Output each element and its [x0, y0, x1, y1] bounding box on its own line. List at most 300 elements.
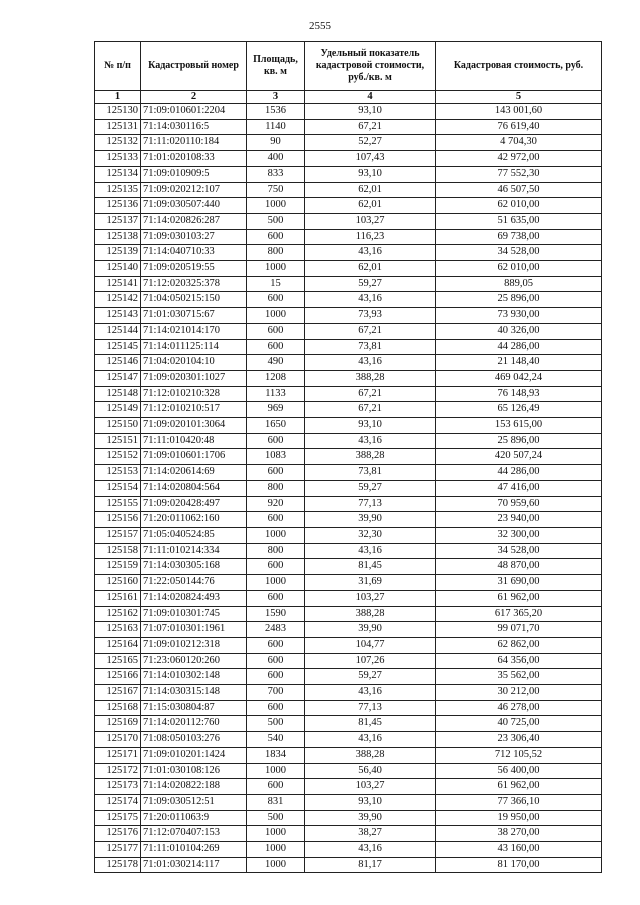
cadastral-value-cell: 46 507,50: [436, 182, 602, 198]
cadastral-number-cell: 71:20:011063:9: [141, 810, 247, 826]
row-number-cell: 125159: [95, 559, 141, 575]
cadastral-number-cell: 71:12:010210:517: [141, 402, 247, 418]
area-cell: 1000: [247, 857, 305, 873]
row-number-cell: 125165: [95, 653, 141, 669]
row-number-cell: 125131: [95, 119, 141, 135]
unit-rate-cell: 388,28: [305, 370, 436, 386]
row-number-cell: 125144: [95, 323, 141, 339]
cadastral-value-cell: 469 042,24: [436, 370, 602, 386]
cadastral-number-cell: 71:09:010201:1424: [141, 747, 247, 763]
area-cell: 600: [247, 323, 305, 339]
table-row: [95, 166, 602, 182]
table-row: [95, 622, 602, 638]
table-row: [95, 339, 602, 355]
table-row: [95, 700, 602, 716]
area-cell: 600: [247, 779, 305, 795]
unit-rate-cell: 43,16: [305, 685, 436, 701]
cadastral-value-cell: 44 286,00: [436, 465, 602, 481]
row-number-cell: 125153: [95, 465, 141, 481]
table-row: [95, 104, 602, 120]
row-number-cell: 125141: [95, 276, 141, 292]
unit-rate-cell: 31,69: [305, 575, 436, 591]
unit-rate-cell: 56,40: [305, 763, 436, 779]
area-cell: 500: [247, 716, 305, 732]
row-number-cell: 125171: [95, 747, 141, 763]
area-cell: 800: [247, 480, 305, 496]
table-row: [95, 449, 602, 465]
column-number: 1: [95, 91, 141, 104]
table-row: [95, 261, 602, 277]
row-number-cell: 125156: [95, 512, 141, 528]
cadastral-number-cell: 71:12:010210:328: [141, 386, 247, 402]
cadastral-value-cell: 38 270,00: [436, 826, 602, 842]
cadastral-number-cell: 71:09:010301:745: [141, 606, 247, 622]
table-row: [95, 543, 602, 559]
unit-rate-cell: 43,16: [305, 543, 436, 559]
row-number-cell: 125134: [95, 166, 141, 182]
row-number-cell: 125142: [95, 292, 141, 308]
unit-rate-cell: 32,30: [305, 527, 436, 543]
cadastral-number-cell: 71:23:060120:260: [141, 653, 247, 669]
unit-rate-cell: 62,01: [305, 182, 436, 198]
table-row: [95, 135, 602, 151]
unit-rate-cell: 67,21: [305, 402, 436, 418]
area-cell: 600: [247, 292, 305, 308]
unit-rate-cell: 67,21: [305, 323, 436, 339]
cadastral-number-cell: 71:05:040524:85: [141, 527, 247, 543]
area-cell: 600: [247, 229, 305, 245]
row-number-cell: 125149: [95, 402, 141, 418]
cadastral-value-cell: 617 365,20: [436, 606, 602, 622]
header-unit-rate: Удельный показатель кадастровой стоимости, руб./кв. м: [305, 42, 436, 91]
cadastral-number-cell: 71:09:030103:27: [141, 229, 247, 245]
table-row: [95, 276, 602, 292]
cadastral-value-cell: 62 862,00: [436, 637, 602, 653]
area-cell: 1000: [247, 763, 305, 779]
unit-rate-cell: 103,27: [305, 779, 436, 795]
area-cell: 90: [247, 135, 305, 151]
cadastral-value-cell: 61 962,00: [436, 779, 602, 795]
cadastral-value-cell: 21 148,40: [436, 355, 602, 371]
unit-rate-cell: 107,26: [305, 653, 436, 669]
cadastral-number-cell: 71:09:010212:318: [141, 637, 247, 653]
area-cell: 1000: [247, 575, 305, 591]
area-cell: 969: [247, 402, 305, 418]
table-row: [95, 559, 602, 575]
cadastral-number-cell: 71:09:010601:1706: [141, 449, 247, 465]
unit-rate-cell: 62,01: [305, 198, 436, 214]
table-row: [95, 213, 602, 229]
row-number-cell: 125150: [95, 418, 141, 434]
table-row: [95, 857, 602, 873]
table-row: [95, 747, 602, 763]
unit-rate-cell: 103,27: [305, 213, 436, 229]
table-row: [95, 151, 602, 167]
unit-rate-cell: 43,16: [305, 292, 436, 308]
area-cell: 1133: [247, 386, 305, 402]
cadastral-value-cell: 19 950,00: [436, 810, 602, 826]
cadastral-number-cell: 71:09:020212:107: [141, 182, 247, 198]
area-cell: 1536: [247, 104, 305, 120]
row-number-cell: 125160: [95, 575, 141, 591]
table-body: [95, 104, 602, 873]
cadastral-number-cell: 71:14:030116:5: [141, 119, 247, 135]
unit-rate-cell: 39,90: [305, 810, 436, 826]
unit-rate-cell: 59,27: [305, 276, 436, 292]
unit-rate-cell: 38,27: [305, 826, 436, 842]
unit-rate-cell: 43,16: [305, 732, 436, 748]
cadastral-number-cell: 71:14:021014:170: [141, 323, 247, 339]
cadastral-value-cell: 81 170,00: [436, 857, 602, 873]
cadastral-value-cell: 62 010,00: [436, 261, 602, 277]
area-cell: 2483: [247, 622, 305, 638]
table-row: [95, 119, 602, 135]
table-row: [95, 732, 602, 748]
area-cell: 1000: [247, 261, 305, 277]
cadastral-number-cell: 71:08:050103:276: [141, 732, 247, 748]
column-number: 2: [141, 91, 247, 104]
cadastral-value-cell: 44 286,00: [436, 339, 602, 355]
area-cell: 750: [247, 182, 305, 198]
unit-rate-cell: 62,01: [305, 261, 436, 277]
table-row: [95, 653, 602, 669]
cadastral-value-cell: 48 870,00: [436, 559, 602, 575]
cadastral-value-cell: 70 959,60: [436, 496, 602, 512]
cadastral-number-cell: 71:11:010214:334: [141, 543, 247, 559]
table-row: [95, 779, 602, 795]
table-row: [95, 763, 602, 779]
cadastral-number-cell: 71:07:010301:1961: [141, 622, 247, 638]
cadastral-number-cell: 71:20:011062:160: [141, 512, 247, 528]
unit-rate-cell: 67,21: [305, 386, 436, 402]
row-number-cell: 125177: [95, 842, 141, 858]
header-cadastral-value: Кадастровая стоимость, руб.: [436, 42, 602, 91]
table-row: [95, 606, 602, 622]
column-number: 4: [305, 91, 436, 104]
row-number-cell: 125136: [95, 198, 141, 214]
unit-rate-cell: 107,43: [305, 151, 436, 167]
unit-rate-cell: 388,28: [305, 449, 436, 465]
cadastral-number-cell: 71:14:030305:168: [141, 559, 247, 575]
cadastral-value-cell: 30 212,00: [436, 685, 602, 701]
unit-rate-cell: 39,90: [305, 512, 436, 528]
cadastral-number-cell: 71:11:010104:269: [141, 842, 247, 858]
area-cell: 800: [247, 245, 305, 261]
table-header-row: [95, 42, 602, 91]
cadastral-value-cell: 76 148,93: [436, 386, 602, 402]
row-number-cell: 125148: [95, 386, 141, 402]
row-number-cell: 125176: [95, 826, 141, 842]
row-number-cell: 125172: [95, 763, 141, 779]
table-row: [95, 575, 602, 591]
cadastral-value-cell: 32 300,00: [436, 527, 602, 543]
cadastral-number-cell: 71:12:020325:378: [141, 276, 247, 292]
table-row: [95, 402, 602, 418]
table-row: [95, 245, 602, 261]
cadastral-value-cell: 153 615,00: [436, 418, 602, 434]
row-number-cell: 125170: [95, 732, 141, 748]
cadastral-value-cell: 40 326,00: [436, 323, 602, 339]
cadastral-value-cell: 889,05: [436, 276, 602, 292]
unit-rate-cell: 77,13: [305, 700, 436, 716]
area-cell: 1650: [247, 418, 305, 434]
table-row: [95, 810, 602, 826]
table-row: [95, 229, 602, 245]
area-cell: 600: [247, 653, 305, 669]
row-number-cell: 125135: [95, 182, 141, 198]
table-row: [95, 308, 602, 324]
unit-rate-cell: 73,81: [305, 465, 436, 481]
unit-rate-cell: 93,10: [305, 418, 436, 434]
cadastral-number-cell: 71:01:030214:117: [141, 857, 247, 873]
area-cell: 800: [247, 543, 305, 559]
cadastral-value-cell: 73 930,00: [436, 308, 602, 324]
cadastral-value-cell: 56 400,00: [436, 763, 602, 779]
row-number-cell: 125151: [95, 433, 141, 449]
unit-rate-cell: 43,16: [305, 355, 436, 371]
cadastral-value-cell: 47 416,00: [436, 480, 602, 496]
cadastral-number-cell: 71:04:020104:10: [141, 355, 247, 371]
cadastral-value-cell: 25 896,00: [436, 292, 602, 308]
cadastral-value-cell: 99 071,70: [436, 622, 602, 638]
area-cell: 1083: [247, 449, 305, 465]
table-row: [95, 418, 602, 434]
cadastral-number-cell: 71:12:070407:153: [141, 826, 247, 842]
cadastral-value-cell: 76 619,40: [436, 119, 602, 135]
table-row: [95, 182, 602, 198]
cadastral-number-cell: 71:09:020428:497: [141, 496, 247, 512]
cadastral-number-cell: 71:15:030804:87: [141, 700, 247, 716]
table-row: [95, 433, 602, 449]
table-row: [95, 465, 602, 481]
page-number: 2555: [309, 20, 331, 32]
row-number-cell: 125158: [95, 543, 141, 559]
area-cell: 500: [247, 213, 305, 229]
table-row: [95, 355, 602, 371]
row-number-cell: 125166: [95, 669, 141, 685]
area-cell: 1000: [247, 527, 305, 543]
area-cell: 1000: [247, 308, 305, 324]
cadastral-value-cell: 23 306,40: [436, 732, 602, 748]
unit-rate-cell: 104,77: [305, 637, 436, 653]
area-cell: 600: [247, 559, 305, 575]
unit-rate-cell: 43,16: [305, 842, 436, 858]
header-cadastral-number: Кадастровый номер: [141, 42, 247, 91]
row-number-cell: 125139: [95, 245, 141, 261]
row-number-cell: 125162: [95, 606, 141, 622]
area-cell: 400: [247, 151, 305, 167]
unit-rate-cell: 73,93: [305, 308, 436, 324]
cadastral-number-cell: 71:09:020101:3064: [141, 418, 247, 434]
cadastral-number-cell: 71:09:010601:2204: [141, 104, 247, 120]
row-number-cell: 125140: [95, 261, 141, 277]
unit-rate-cell: 59,27: [305, 669, 436, 685]
table-row: [95, 480, 602, 496]
row-number-cell: 125143: [95, 308, 141, 324]
area-cell: 540: [247, 732, 305, 748]
cadastral-number-cell: 71:14:020112:760: [141, 716, 247, 732]
cadastral-value-cell: 143 001,60: [436, 104, 602, 120]
table-row: [95, 794, 602, 810]
area-cell: 831: [247, 794, 305, 810]
cadastral-value-cell: 65 126,49: [436, 402, 602, 418]
row-number-cell: 125163: [95, 622, 141, 638]
area-cell: 600: [247, 700, 305, 716]
cadastral-number-cell: 71:14:020614:69: [141, 465, 247, 481]
unit-rate-cell: 43,16: [305, 245, 436, 261]
row-number-cell: 125167: [95, 685, 141, 701]
cadastral-value-cell: 64 356,00: [436, 653, 602, 669]
column-number: 5: [436, 91, 602, 104]
cadastral-number-cell: 71:09:020301:1027: [141, 370, 247, 386]
table-row: [95, 512, 602, 528]
unit-rate-cell: 93,10: [305, 794, 436, 810]
area-cell: 920: [247, 496, 305, 512]
row-number-cell: 125154: [95, 480, 141, 496]
table-row: [95, 842, 602, 858]
cadastral-number-cell: 71:09:020519:55: [141, 261, 247, 277]
cadastral-number-cell: 71:01:030715:67: [141, 308, 247, 324]
unit-rate-cell: 93,10: [305, 166, 436, 182]
unit-rate-cell: 81,45: [305, 559, 436, 575]
area-cell: 15: [247, 276, 305, 292]
cadastral-number-cell: 71:14:020822:188: [141, 779, 247, 795]
cadastral-value-cell: 420 507,24: [436, 449, 602, 465]
row-number-cell: 125145: [95, 339, 141, 355]
table-row: [95, 527, 602, 543]
unit-rate-cell: 43,16: [305, 433, 436, 449]
unit-rate-cell: 52,27: [305, 135, 436, 151]
cadastral-number-cell: 71:04:050215:150: [141, 292, 247, 308]
table-row: [95, 198, 602, 214]
unit-rate-cell: 59,27: [305, 480, 436, 496]
row-number-cell: 125168: [95, 700, 141, 716]
area-cell: 1000: [247, 826, 305, 842]
area-cell: 600: [247, 433, 305, 449]
cadastral-number-cell: 71:01:020108:33: [141, 151, 247, 167]
row-number-cell: 125178: [95, 857, 141, 873]
cadastral-value-cell: 77 366,10: [436, 794, 602, 810]
cadastral-value-cell: 34 528,00: [436, 245, 602, 261]
table-row: [95, 590, 602, 606]
cadastral-number-cell: 71:11:010420:48: [141, 433, 247, 449]
cadastral-value-cell: 25 896,00: [436, 433, 602, 449]
cadastral-value-cell: 62 010,00: [436, 198, 602, 214]
table-row: [95, 370, 602, 386]
table-row: [95, 292, 602, 308]
area-cell: 1140: [247, 119, 305, 135]
cadastral-value-table: [94, 41, 602, 873]
unit-rate-cell: 103,27: [305, 590, 436, 606]
row-number-cell: 125173: [95, 779, 141, 795]
cadastral-value-cell: 61 962,00: [436, 590, 602, 606]
cadastral-number-cell: 71:14:020804:564: [141, 480, 247, 496]
row-number-cell: 125146: [95, 355, 141, 371]
cadastral-value-cell: 51 635,00: [436, 213, 602, 229]
cadastral-number-cell: 71:14:020824:493: [141, 590, 247, 606]
row-number-cell: 125169: [95, 716, 141, 732]
area-cell: 490: [247, 355, 305, 371]
row-number-cell: 125132: [95, 135, 141, 151]
row-number-cell: 125164: [95, 637, 141, 653]
table-row: [95, 323, 602, 339]
cadastral-number-cell: 71:14:030315:148: [141, 685, 247, 701]
cadastral-value-cell: 46 278,00: [436, 700, 602, 716]
row-number-cell: 125133: [95, 151, 141, 167]
cadastral-value-cell: 4 704,30: [436, 135, 602, 151]
area-cell: 600: [247, 512, 305, 528]
header-area: Площадь, кв. м: [247, 42, 305, 91]
unit-rate-cell: 116,23: [305, 229, 436, 245]
cadastral-number-cell: 71:01:030108:126: [141, 763, 247, 779]
cadastral-value-cell: 31 690,00: [436, 575, 602, 591]
cadastral-value-cell: 43 160,00: [436, 842, 602, 858]
cadastral-value-cell: 712 105,52: [436, 747, 602, 763]
area-cell: 1834: [247, 747, 305, 763]
row-number-cell: 125130: [95, 104, 141, 120]
table-row: [95, 826, 602, 842]
table-row: [95, 386, 602, 402]
area-cell: 833: [247, 166, 305, 182]
row-number-cell: 125155: [95, 496, 141, 512]
cadastral-value-cell: 34 528,00: [436, 543, 602, 559]
unit-rate-cell: 77,13: [305, 496, 436, 512]
unit-rate-cell: 388,28: [305, 606, 436, 622]
row-number-cell: 125157: [95, 527, 141, 543]
cadastral-number-cell: 71:14:020826:287: [141, 213, 247, 229]
row-number-cell: 125174: [95, 794, 141, 810]
cadastral-number-cell: 71:09:010909:5: [141, 166, 247, 182]
unit-rate-cell: 81,45: [305, 716, 436, 732]
area-cell: 600: [247, 590, 305, 606]
cadastral-value-cell: 35 562,00: [436, 669, 602, 685]
area-cell: 1000: [247, 842, 305, 858]
table-row: [95, 685, 602, 701]
cadastral-number-cell: 71:14:010302:148: [141, 669, 247, 685]
unit-rate-cell: 93,10: [305, 104, 436, 120]
area-cell: 600: [247, 465, 305, 481]
table-row: [95, 669, 602, 685]
unit-rate-cell: 39,90: [305, 622, 436, 638]
row-number-cell: 125147: [95, 370, 141, 386]
cadastral-number-cell: 71:14:040710:33: [141, 245, 247, 261]
column-number: 3: [247, 91, 305, 104]
area-cell: 600: [247, 637, 305, 653]
unit-rate-cell: 388,28: [305, 747, 436, 763]
cadastral-value-cell: 77 552,30: [436, 166, 602, 182]
header-row-number: № п/п: [95, 42, 141, 91]
cadastral-value-cell: 42 972,00: [436, 151, 602, 167]
area-cell: 600: [247, 339, 305, 355]
cadastral-number-cell: 71:09:030512:51: [141, 794, 247, 810]
table-row: [95, 637, 602, 653]
cadastral-value-cell: 40 725,00: [436, 716, 602, 732]
row-number-cell: 125161: [95, 590, 141, 606]
table-row: [95, 496, 602, 512]
unit-rate-cell: 81,17: [305, 857, 436, 873]
row-number-cell: 125138: [95, 229, 141, 245]
cadastral-number-cell: 71:11:020110:184: [141, 135, 247, 151]
cadastral-number-cell: 71:09:030507:440: [141, 198, 247, 214]
unit-rate-cell: 67,21: [305, 119, 436, 135]
column-numbers-row: [95, 91, 602, 104]
row-number-cell: 125152: [95, 449, 141, 465]
cadastral-value-cell: 23 940,00: [436, 512, 602, 528]
cadastral-number-cell: 71:14:011125:114: [141, 339, 247, 355]
area-cell: 1590: [247, 606, 305, 622]
area-cell: 600: [247, 669, 305, 685]
table-row: [95, 716, 602, 732]
